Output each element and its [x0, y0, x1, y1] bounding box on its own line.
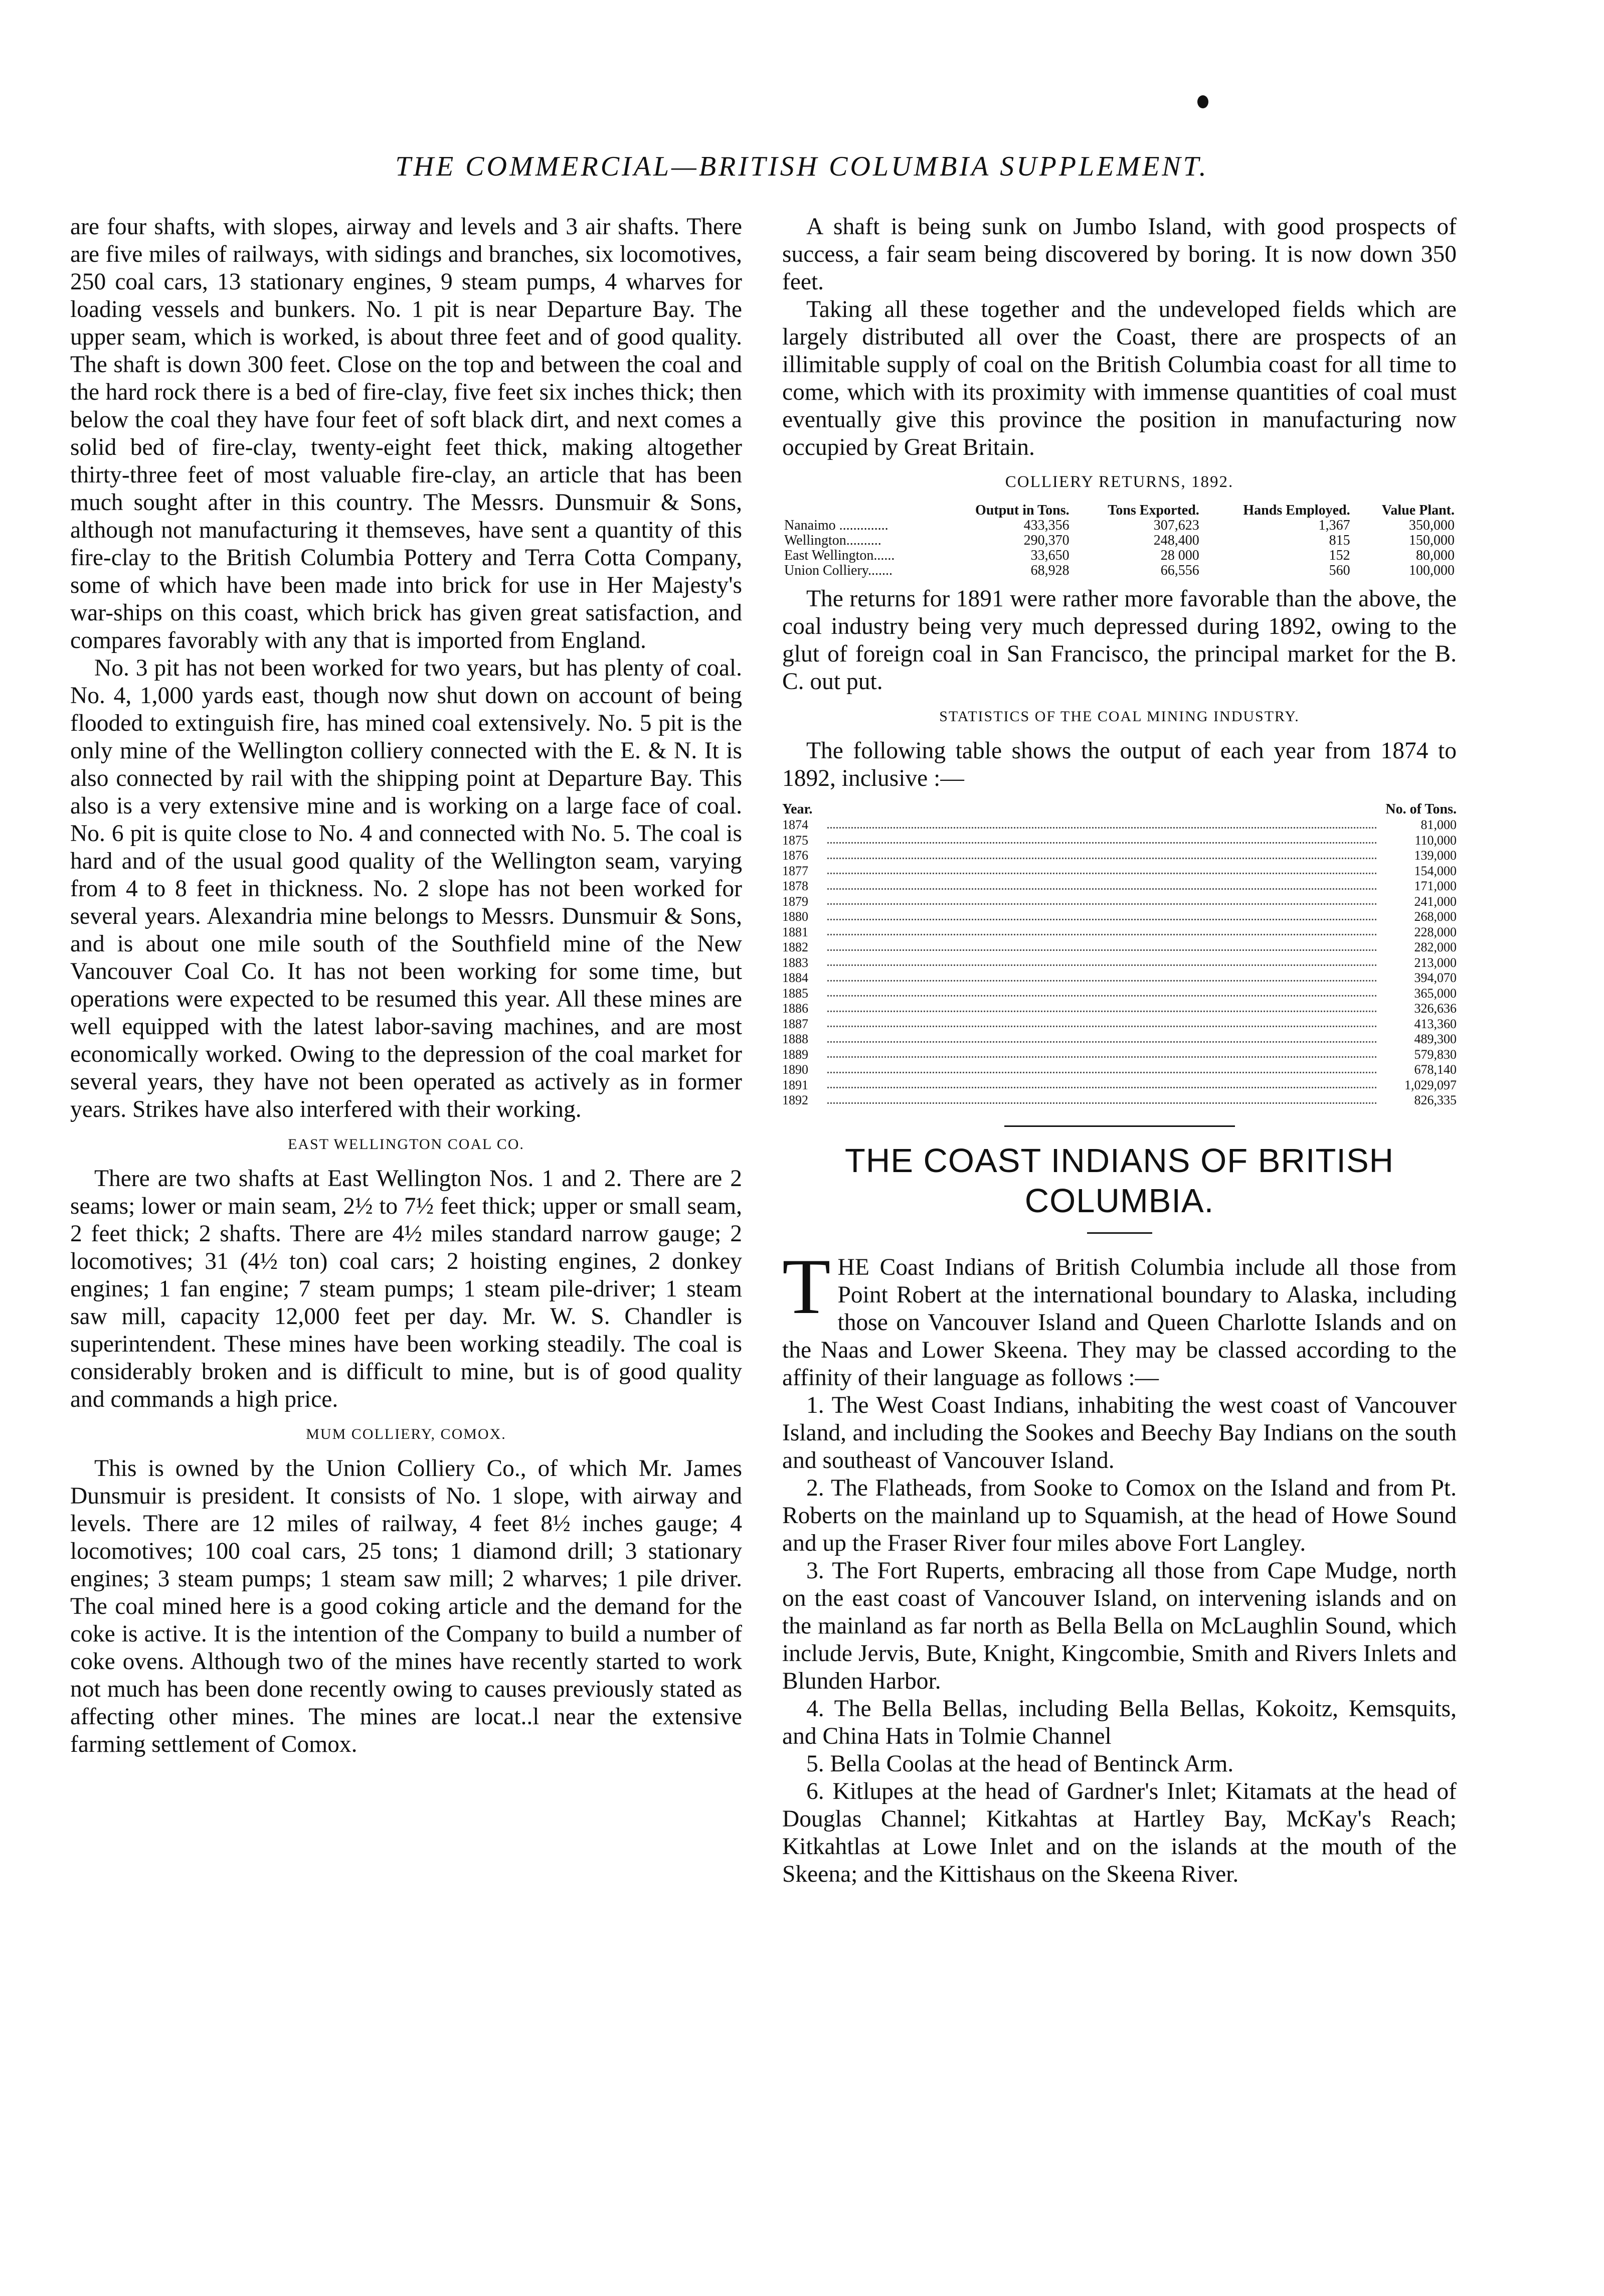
tons-value: 678,140 — [1414, 1062, 1457, 1077]
returns-cell: 66,556 — [1160, 563, 1199, 578]
returns-cell: 80,000 — [1416, 548, 1455, 563]
returns-cell: 433,356 — [1023, 518, 1070, 533]
returns-cell: 33,650 — [1030, 548, 1070, 563]
dot-leader — [827, 894, 1376, 905]
year-row — [782, 1001, 1457, 1017]
year-row — [782, 1047, 1457, 1063]
year-value: 1879 — [782, 894, 808, 909]
article-intro-text: HE Coast Indians of British Columbia include all those from Point Robert at the international boundary to Alaska, including those on Vancouver Island and Queen Charlotte Islands and on the Naas and Lower Skeena. They may be classed according to the affinity of their language as follows :— — [782, 1254, 1457, 1391]
year-row — [782, 1093, 1457, 1108]
year-value: 1885 — [782, 986, 808, 1001]
tons-value: 826,335 — [1414, 1093, 1457, 1107]
right-paragraph-3: The returns for 1891 were rather more favorable than the above, the coal industry being very much depressed during 1892, owing to the glut of foreign coal in San Francisco, the principal market for the B. C. out put. — [782, 586, 1457, 695]
year-value: 1877 — [782, 863, 808, 878]
colliery-returns-table — [782, 503, 1457, 578]
year-row — [782, 970, 1457, 986]
year-value: 1888 — [782, 1032, 808, 1046]
drop-cap: T — [782, 1242, 831, 1331]
tons-value: 171,000 — [1414, 879, 1457, 893]
returns-col-hands: Hands Employed. — [1243, 503, 1350, 518]
returns-col-value: Value Plant. — [1381, 503, 1455, 518]
returns-cell: 307,623 — [1153, 518, 1199, 533]
right-paragraph-4: The following table shows the output of each year from 1874 to 1892, inclusive :— — [782, 738, 1457, 791]
running-header: THE COMMERCIAL—BRITISH COLUMBIA SUPPLEMENT. — [395, 151, 1209, 182]
table-row — [782, 518, 1457, 533]
year-value: 1884 — [782, 970, 808, 985]
section-rule — [1004, 1125, 1235, 1127]
returns-cell: 560 — [1329, 563, 1350, 578]
right-paragraph-1: A shaft is being sunk on Jumbo Island, with good prospects of success, a fair seam being discovered by boring. It is now down 350 feet. — [782, 214, 1457, 295]
dot-leader — [827, 833, 1376, 844]
returns-cell: East Wellington...... — [784, 548, 895, 563]
dot-leader — [827, 1017, 1376, 1028]
year-column-label: Year. — [782, 801, 813, 817]
year-row — [782, 986, 1457, 1002]
year-row — [782, 1017, 1457, 1032]
yearly-output-list — [782, 817, 1457, 1108]
year-row — [782, 864, 1457, 879]
returns-cell: 350,000 — [1409, 518, 1455, 533]
dot-leader — [827, 879, 1376, 890]
right-paragraph-2: Taking all these together and the undeveloped fields which are largely distributed all over the Coast, there are prospects of an illimitable supply of coal on the British Columbia coast for all time to come, which with its proximity with immense quantities of coal must eventually give this province the position in manufacturing now occupied by Great Britain. — [782, 296, 1457, 460]
dot-leader — [827, 848, 1376, 859]
east-wellington-heading: EAST WELLINGTON COAL CO. — [288, 1136, 524, 1153]
right-column — [782, 213, 1457, 1888]
year-value: 1874 — [782, 817, 808, 832]
tons-value: 579,830 — [1414, 1047, 1457, 1062]
article-title: THE COAST INDIANS OF BRITISH COLUMBIA. — [844, 1141, 1394, 1220]
year-row — [782, 1032, 1457, 1047]
year-row — [782, 955, 1457, 971]
dot-leader — [827, 1047, 1376, 1058]
returns-cell: Nanaimo .............. — [784, 518, 888, 533]
year-value: 1892 — [782, 1093, 808, 1107]
tons-value: 365,000 — [1414, 986, 1457, 1001]
year-value: 1881 — [782, 924, 808, 939]
tons-value: 268,000 — [1414, 909, 1457, 924]
article-item-3: 3. The Fort Ruperts, embracing all those from Cape Mudge, north on the east coast of Vancouver Island, on intervening islands and on the mainland as far north as Bella Bella on McLaughlin Sound, which include Jervis, Bute, Knight, Kingcombie, Smith and Rivers Inlets and Blunden Harbor. — [782, 1557, 1457, 1694]
table-row — [782, 548, 1457, 563]
year-row — [782, 894, 1457, 910]
table-row — [782, 563, 1457, 578]
left-paragraph-2: No. 3 pit has not been worked for two years, but has plenty of coal. No. 4, 1,000 yards east, though now shut down on account of being flooded to extinguish fire, has mined coal extensively. No. 5 pit is the only mine of the Wellington colliery connected with the E. & N. It is also connected by rail with the shipping point at Departure Bay. This also is a very extensive mine and is working on a large face of coal. No. 6 pit is quite close to No. 4 and connected with No. 5. The coal is hard and of the usual good quality of the Wellington seam, varying from 4 to 8 feet in thickness. No. 2 slope has not been worked for several years. Alexandria mine belongs to Messrs. Dunsmuir & Sons, and is about one mile south of the Southfield mine of the New Vancouver Coal Co. It has not been working for some time, but operations were expected to be resumed this year. All these mines are well equipped with the latest labor-saving machines, and are most economically worked. Owing to the depression of the coal market for several years, they have not been operated as actively as in former years. Strikes have also interfered with their working. — [70, 655, 742, 1122]
tons-value: 394,070 — [1414, 970, 1457, 985]
year-row — [782, 909, 1457, 925]
year-row — [782, 817, 1457, 833]
returns-col-output: Output in Tons. — [975, 503, 1070, 518]
tons-value: 110,000 — [1414, 833, 1457, 848]
returns-cell: 28 000 — [1160, 548, 1199, 563]
title-rule — [1087, 1232, 1152, 1234]
year-value: 1880 — [782, 909, 808, 924]
dot-leader — [827, 1062, 1376, 1073]
returns-cell: 150,000 — [1409, 533, 1455, 548]
yearly-output-header — [782, 801, 1457, 817]
dot-leader — [827, 986, 1376, 997]
left-paragraph-1: are four shafts, with slopes, airway and levels and 3 air shafts. There are five miles of railways, with sidings and branches, six locomotives, 250 coal cars, 13 stationary engines, 9 steam pumps, 4 wharves for loading vessels and bunkers. No. 1 pit is near Departure Bay. The upper seam, which is worked, is about three feet and of good quality. The shaft is down 300 feet. Close on the top and between the coal and the hard rock there is a bed of fire-clay, five feet six inches thick; then below the coal they have four feet of soft black dirt, and next comes a solid bed of fire-clay, twenty-eight feet thick, making altogether thirty-three feet of most valuable fire-clay, an article that has been much sought after in this country. The Messrs. Dunsmuir & Sons, although not manufacturing it themseves, have sent a quantity of this fire-clay to the British Columbia Pottery and Terra Cotta Company, some of which have been made into brick for use in Her Majesty's war-ships on this coast, which brick has given great satisfaction, and compares favorably with any that is imported from England. — [70, 214, 742, 653]
returns-cell: Union Colliery....... — [784, 563, 893, 578]
dot-leader — [827, 1032, 1376, 1043]
tons-value: 1,029,097 — [1404, 1077, 1457, 1092]
dot-leader — [827, 955, 1376, 966]
returns-cell: 152 — [1329, 548, 1350, 563]
year-value: 1878 — [782, 879, 808, 893]
tons-value: 228,000 — [1414, 924, 1457, 939]
year-value: 1876 — [782, 848, 808, 863]
tons-value: 213,000 — [1414, 955, 1457, 970]
tons-value: 81,000 — [1420, 817, 1457, 832]
returns-col-name — [782, 503, 938, 518]
dot-leader — [827, 817, 1376, 829]
year-value: 1890 — [782, 1062, 808, 1077]
year-row — [782, 925, 1457, 940]
left-paragraph-3: There are two shafts at East Wellington Nos. 1 and 2. There are 2 seams; lower or main seam, 2½ to 7½ feet thick; upper or small seam, 2 feet thick; 2 shafts. There are 4½ miles standard narrow gauge; 2 locomotives; 31 (4½ ton) coal cars; 2 hoisting engines, 2 donkey engines; 1 fan engine; 7 steam pumps; 1 steam pile-driver; 1 steam saw mill, capacity 12,000 feet per day. Mr. W. S. Chandler is superintendent. These mines have been working steadily. The coal is considerably broken and is difficult to mine, but is of good quality and commands a high price. — [70, 1166, 742, 1412]
year-value: 1883 — [782, 955, 808, 970]
left-paragraph-4: This is owned by the Union Colliery Co., of which Mr. James Dunsmuir is president. It consists of No. 1 slope, with airway and levels. There are 12 miles of railway, 4 feet 8½ inches gauge; 4 locomotives; 100 coal cars, 25 tons; 1 diamond drill; 3 stationary engines; 3 steam pumps; 1 steam saw mill; 2 wharves; 1 pile driver. The coal mined here is a good coking article and the demand for the coke is active. It is the intention of the Company to build a number of coke ovens. Although two of the mines have recently started to work not much has been done recently owing to causes previously stated as affecting other mines. The mines are locat..l near the extensive farming settlement of Comox. — [70, 1455, 742, 1757]
returns-cell: Wellington.......... — [784, 533, 881, 548]
tons-value: 154,000 — [1414, 863, 1457, 878]
year-value: 1891 — [782, 1077, 808, 1092]
article-item-4: 4. The Bella Bellas, including Bella Bellas, Kokoitz, Kemsquits, and China Hats in Tolmie Channel — [782, 1695, 1457, 1749]
tons-column-label: No. of Tons. — [1385, 801, 1457, 817]
year-value: 1875 — [782, 833, 808, 848]
year-row — [782, 1062, 1457, 1078]
tons-value: 241,000 — [1414, 894, 1457, 909]
year-row — [782, 940, 1457, 955]
dot-leader — [827, 1001, 1376, 1012]
colliery-returns-heading: COLLIERY RETURNS, 1892. — [1005, 473, 1234, 491]
returns-header-row — [782, 503, 1457, 518]
returns-cell: 248,400 — [1153, 533, 1199, 548]
returns-cell: 100,000 — [1409, 563, 1455, 578]
year-value: 1889 — [782, 1047, 808, 1062]
returns-cell: 1,367 — [1318, 518, 1350, 533]
year-row — [782, 848, 1457, 864]
tons-value: 139,000 — [1414, 848, 1457, 863]
article-item-6: 6. Kitlupes at the head of Gardner's Inlet; Kitamats at the head of Douglas Channel; Kitkahtas at Hartley Bay, McKay's Reach; Kitkahtlas at Lowe Inlet and on the islands at the mouth of the Skeena; and the Kittishaus on the Skeena River. — [782, 1778, 1457, 1887]
dot-leader — [827, 970, 1376, 981]
article-item-5: 5. Bella Coolas at the head of Bentinck Arm. — [806, 1750, 1234, 1777]
table-row — [782, 533, 1457, 548]
tons-value: 326,636 — [1414, 1001, 1457, 1016]
tons-value: 489,300 — [1414, 1032, 1457, 1046]
year-row — [782, 833, 1457, 849]
dot-leader — [827, 1078, 1376, 1089]
returns-cell: 290,370 — [1023, 533, 1070, 548]
dot-leader — [827, 1093, 1376, 1104]
statistics-heading: STATISTICS OF THE COAL MINING INDUSTRY. — [939, 708, 1300, 725]
year-value: 1882 — [782, 940, 808, 954]
article-item-1: 1. The West Coast Indians, inhabiting the west coast of Vancouver Island, and including the Sookes and Beechy Bay Indians on the south and southeast of Vancouver Island. — [782, 1392, 1457, 1473]
returns-cell: 68,928 — [1030, 563, 1070, 578]
article-intro — [782, 1242, 1457, 1392]
returns-col-exported: Tons Exported. — [1108, 503, 1199, 518]
left-column — [70, 213, 742, 1758]
year-row — [782, 879, 1457, 894]
dot-leader — [827, 925, 1376, 936]
dot-leader — [827, 864, 1376, 875]
article-item-2: 2. The Flatheads, from Sooke to Comox on the Island and from Pt. Roberts on the mainland up to Squamish, at the head of Howe Sound and up the Fraser River four miles above Fort Langley. — [782, 1474, 1457, 1556]
dot-leader — [827, 940, 1376, 951]
year-row — [782, 1078, 1457, 1093]
dot-leader — [827, 909, 1376, 920]
returns-cell: 815 — [1329, 533, 1350, 548]
tons-value: 282,000 — [1414, 940, 1457, 954]
mum-colliery-heading: MUM COLLIERY, COMOX. — [306, 1426, 506, 1442]
year-value: 1887 — [782, 1016, 808, 1031]
ink-dot — [1197, 95, 1208, 108]
year-value: 1886 — [782, 1001, 808, 1016]
tons-value: 413,360 — [1414, 1016, 1457, 1031]
